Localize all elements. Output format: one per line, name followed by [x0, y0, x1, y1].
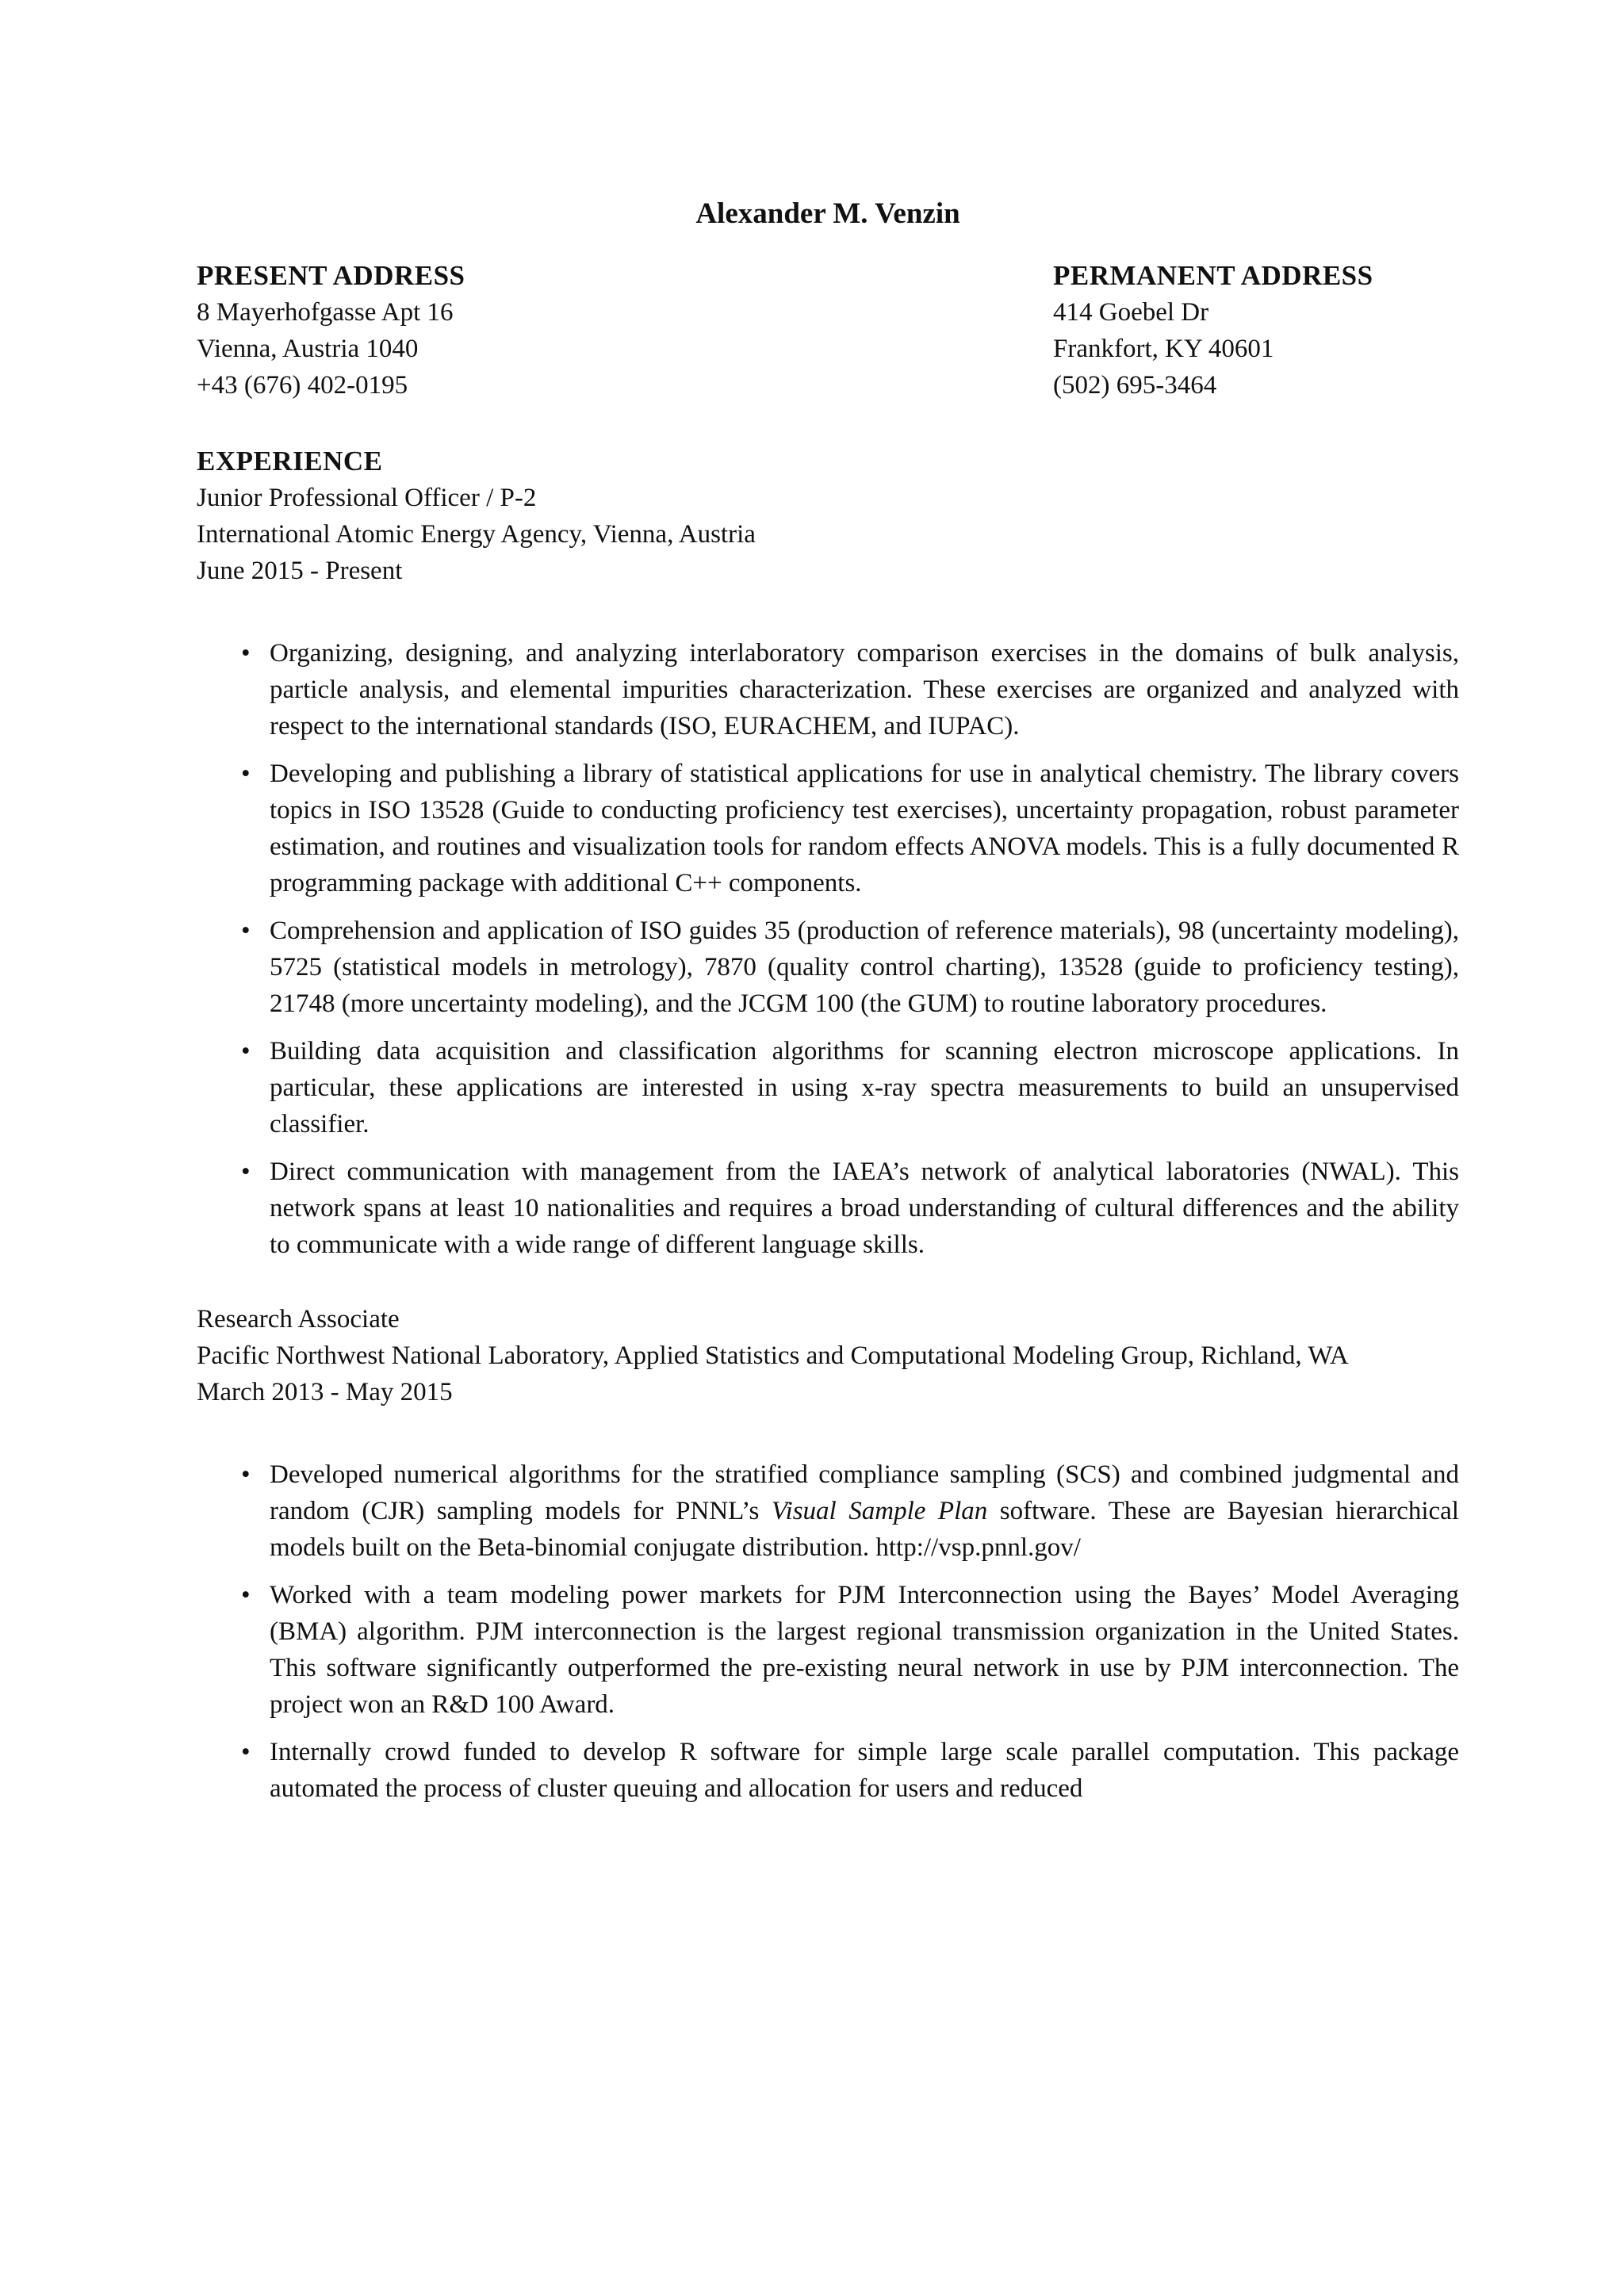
present-address-phone: +43 (676) 402-0195: [197, 371, 408, 400]
job-bullets: [197, 1456, 1459, 1807]
bullet-item: • Direct communication with management from the IAEA’s network of analytical laboratories (NWAL). This network spans at least 10 nationalities and requires a broad understanding of cultural differences and the ability to communicate with a wide range of different language skills.: [270, 1154, 1459, 1263]
permanent-address-line2: Frankfort, KY 40601: [1053, 335, 1274, 363]
permanent-address-line1: 414 Goebel Dr: [1053, 298, 1209, 327]
job-bullets: [197, 635, 1459, 1263]
bullet-item: [270, 1456, 1459, 1566]
permanent-address: [1053, 258, 1459, 404]
job-dates: June 2015 - Present: [197, 557, 403, 585]
software-name: Visual Sample Plan: [771, 1497, 988, 1525]
job-organization: Pacific Northwest National Laboratory, Applied Statistics and Computational Modeling Group, Richland, WA: [197, 1341, 1349, 1370]
present-address: [197, 258, 465, 404]
job-dates: March 2013 - May 2015: [197, 1378, 453, 1406]
address-block: [197, 258, 1459, 404]
present-address-heading: PRESENT ADDRESS: [197, 260, 465, 291]
bullet-item: • Comprehension and application of ISO guides 35 (production of reference materials), 98 (uncertainty modeling), 5725 (statistical models in metrology), 7870 (quality control charting), 13528 (guide to proficiency testing), 21748 (more uncertainty modeling), and the JCGM 100 (the GUM) to routine laboratory procedures.: [270, 913, 1459, 1022]
resume-page: [197, 194, 1459, 1818]
job-organization: International Atomic Energy Agency, Vienna, Austria: [197, 520, 756, 549]
bullet-item: • Developing and publishing a library of statistical applications for use in analytical chemistry. The library covers topics in ISO 13528 (Guide to conducting proficiency test exercises), uncertainty propagation, robust parameter estimation, and routines and visualization tools for random effects ANOVA models. This is a fully documented R programming package with additional C++ components.: [270, 756, 1459, 901]
bullet-item: • Organizing, designing, and analyzing interlaboratory comparison exercises in the domains of bulk analysis, particle analysis, and elemental impurities characterization. These exercises are organized and analyzed with respect to the international standards (ISO, EURACHEM, and IUPAC).: [270, 635, 1459, 744]
permanent-address-phone: (502) 695-3464: [1053, 371, 1217, 400]
job-title: Research Associate: [197, 1305, 400, 1334]
bullet-item: • Internally crowd funded to develop R software for simple large scale parallel computation. This package automated the process of cluster queuing and allocation for users and reduced: [270, 1734, 1459, 1807]
job-title: Junior Professional Officer / P-2: [197, 484, 537, 512]
permanent-address-heading: PERMANENT ADDRESS: [1053, 260, 1373, 291]
experience-section: [197, 443, 1459, 1807]
job-pnnl: [197, 1301, 1459, 1807]
bullet-text: Developed numerical algorithms for the stratified compliance sampling (SCS) and combined judgmental and random (CJR) sampling models for PNNL’s: [270, 1460, 1459, 1525]
bullet-text: software. These are Bayesian hierarchical models built on the Beta-binomial conjugate distribution. http://vsp.pnnl.gov/: [270, 1497, 1459, 1562]
resume-name: Alexander M. Venzin: [695, 197, 960, 230]
present-address-line2: Vienna, Austria 1040: [197, 335, 419, 363]
experience-heading: EXPERIENCE: [197, 446, 383, 476]
job-iaea: [197, 480, 1459, 1263]
bullet-item: • Building data acquisition and classification algorithms for scanning electron microscope applications. In particular, these applications are interested in using x-ray spectra measurements to build an unsupervised classifier.: [270, 1033, 1459, 1142]
bullet-item: • Worked with a team modeling power markets for PJM Interconnection using the Bayes’ Model Averaging (BMA) algorithm. PJM interconnection is the largest regional transmission organization in the United States. This software significantly outperformed the pre-existing neural network in use by PJM interconnection. The project won an R&D 100 Award.: [270, 1577, 1459, 1723]
present-address-line1: 8 Mayerhofgasse Apt 16: [197, 298, 454, 327]
